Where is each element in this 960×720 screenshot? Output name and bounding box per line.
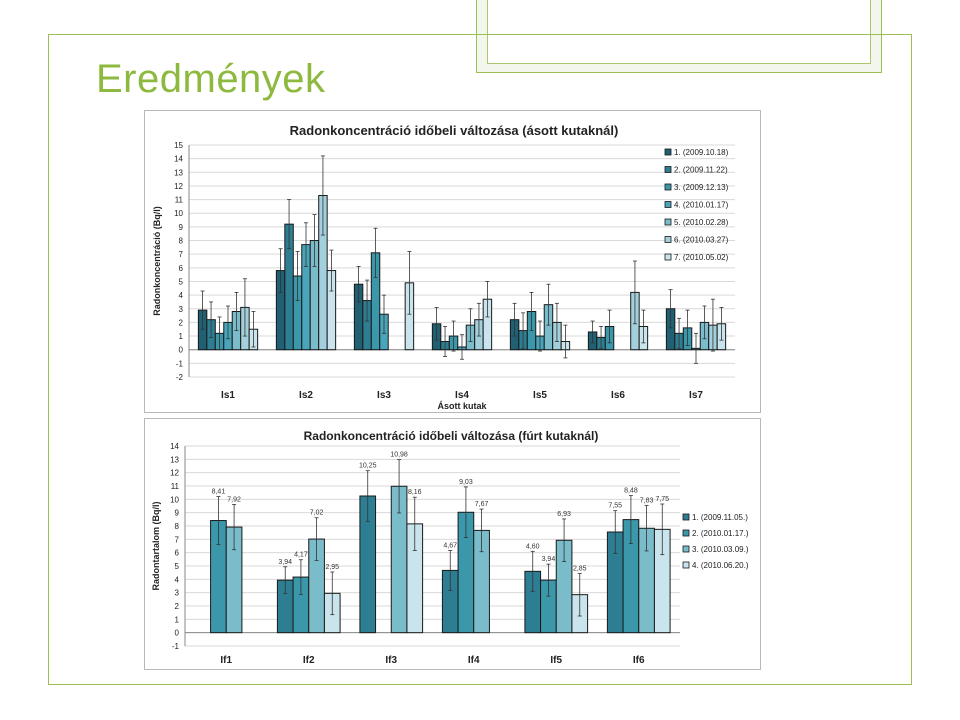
y-tick-label: 12: [174, 181, 183, 191]
data-label: 7,55: [608, 502, 623, 510]
x-category-label: If5: [550, 655, 563, 666]
y-tick-label: -1: [175, 359, 183, 369]
y-tick-label: -1: [171, 642, 179, 651]
x-category-label: If1: [220, 655, 233, 666]
x-category-label: If4: [467, 655, 480, 666]
legend-swatch: [665, 184, 671, 190]
data-label: 7,83: [639, 497, 654, 505]
y-tick-label: 0: [174, 628, 179, 638]
x-category-label: Is2: [299, 390, 313, 401]
x-category-label: Is3: [377, 390, 391, 401]
y-tick-label: 9: [178, 222, 183, 232]
legend-entry: 7. (2010.05.02): [674, 253, 729, 262]
legend-entry: 3. (2010.03.09.): [692, 545, 749, 554]
data-label: 6,93: [557, 510, 571, 518]
data-label: 7,67: [474, 501, 489, 509]
drilled-wells-chart-svg: [145, 419, 760, 669]
data-label: 9,03: [459, 478, 473, 486]
drilled-wells-chart: [144, 418, 761, 670]
data-label: 8,41: [211, 488, 226, 496]
x-category-label: If3: [385, 655, 398, 666]
y-tick-label: 7: [178, 250, 183, 260]
x-category-label: Is6: [611, 390, 625, 401]
legend-swatch: [665, 167, 671, 173]
legend-swatch: [665, 149, 671, 155]
legend-swatch: [665, 254, 671, 260]
y-tick-label: 14: [170, 442, 179, 451]
data-label: 7,92: [227, 496, 241, 504]
chart-title: Radonkoncentráció időbeli változása (fúrt kutaknál): [303, 429, 599, 443]
x-category-label: Is7: [689, 390, 703, 401]
legend-swatch: [683, 546, 689, 552]
y-tick-label: 6: [178, 263, 183, 273]
chart-title: Radonkoncentráció időbeli változása (ásott kutaknál): [289, 123, 619, 138]
y-tick-label: 5: [174, 562, 179, 571]
legend-entry: 1. (2009.11.05.): [692, 513, 748, 522]
y-tick-label: 15: [174, 141, 183, 150]
legend-entry: 2. (2010.01.17.): [692, 529, 749, 538]
y-tick-label: 13: [170, 455, 179, 465]
data-label: 7,75: [655, 496, 670, 503]
legend-swatch: [683, 562, 689, 568]
y-tick-label: 3: [174, 588, 179, 598]
legend-entry: 2. (2009.11.22): [674, 165, 728, 175]
data-label: 4,17: [294, 551, 308, 559]
y-tick-label: 3: [178, 304, 183, 314]
legend-entry: 4. (2010.01.17): [674, 200, 729, 210]
legend-entry: 1. (2009.10.18): [674, 148, 729, 157]
legend-swatch: [683, 530, 689, 536]
y-tick-label: 4: [174, 575, 179, 585]
legend-entry: 4. (2010.06.20.): [692, 561, 749, 570]
y-tick-label: 7: [174, 535, 179, 545]
legend-swatch: [665, 237, 671, 243]
y-tick-label: 0: [178, 345, 183, 355]
y-tick-label: 2: [174, 602, 179, 611]
y-tick-label: -2: [175, 373, 183, 382]
y-tick-label: 14: [174, 154, 183, 164]
y-tick-label: 6: [174, 548, 179, 558]
slide-title: Eredmények: [96, 57, 326, 101]
data-label: 10,98: [390, 451, 408, 459]
x-axis-label: Ásott kutak: [437, 401, 487, 411]
x-category-label: Is5: [533, 390, 547, 401]
legend-swatch: [683, 514, 689, 520]
y-tick-label: 8: [178, 236, 183, 246]
legend-entry: 6. (2010.03.27): [674, 235, 729, 245]
legend-swatch: [665, 202, 671, 208]
dug-wells-chart-svg: [145, 111, 760, 412]
y-axis-label: Radontartalom (Bq/l): [151, 501, 161, 591]
y-tick-label: 11: [174, 195, 183, 205]
y-tick-label: 10: [170, 495, 179, 505]
data-label: 8,16: [407, 489, 422, 497]
legend-swatch: [665, 219, 671, 225]
data-label: 4,67: [443, 542, 458, 550]
y-tick-label: 4: [178, 291, 183, 301]
y-tick-label: 5: [178, 277, 183, 287]
dug-wells-chart: [144, 110, 761, 413]
y-tick-label: 1: [174, 615, 179, 625]
y-tick-label: 2: [178, 318, 183, 328]
x-category-label: Is1: [221, 390, 235, 401]
data-label: 7,02: [309, 509, 324, 517]
data-label: 3,94: [278, 558, 293, 566]
x-category-label: Is4: [455, 390, 469, 401]
data-label: 2,85: [572, 565, 587, 573]
x-category-label: If2: [302, 655, 315, 666]
data-label: 8,48: [624, 487, 638, 495]
legend-entry: 3. (2009.12.13): [674, 183, 729, 192]
legend-entry: 5. (2010.02.28): [674, 218, 729, 227]
y-tick-label: 11: [170, 482, 179, 491]
y-tick-label: 1: [178, 332, 183, 342]
data-label: 4,60: [525, 543, 540, 551]
y-tick-label: 9: [174, 508, 179, 518]
y-tick-label: 10: [174, 209, 183, 219]
y-tick-label: 8: [174, 522, 179, 531]
x-category-label: If6: [632, 655, 645, 666]
data-label: 2,95: [325, 564, 340, 571]
y-tick-label: 12: [170, 468, 179, 478]
data-label: 10,25: [358, 462, 377, 470]
y-tick-label: 13: [174, 168, 183, 178]
data-label: 3,94: [541, 556, 556, 564]
y-axis-label: Radonkoncentráció (Bq/l): [152, 206, 162, 316]
